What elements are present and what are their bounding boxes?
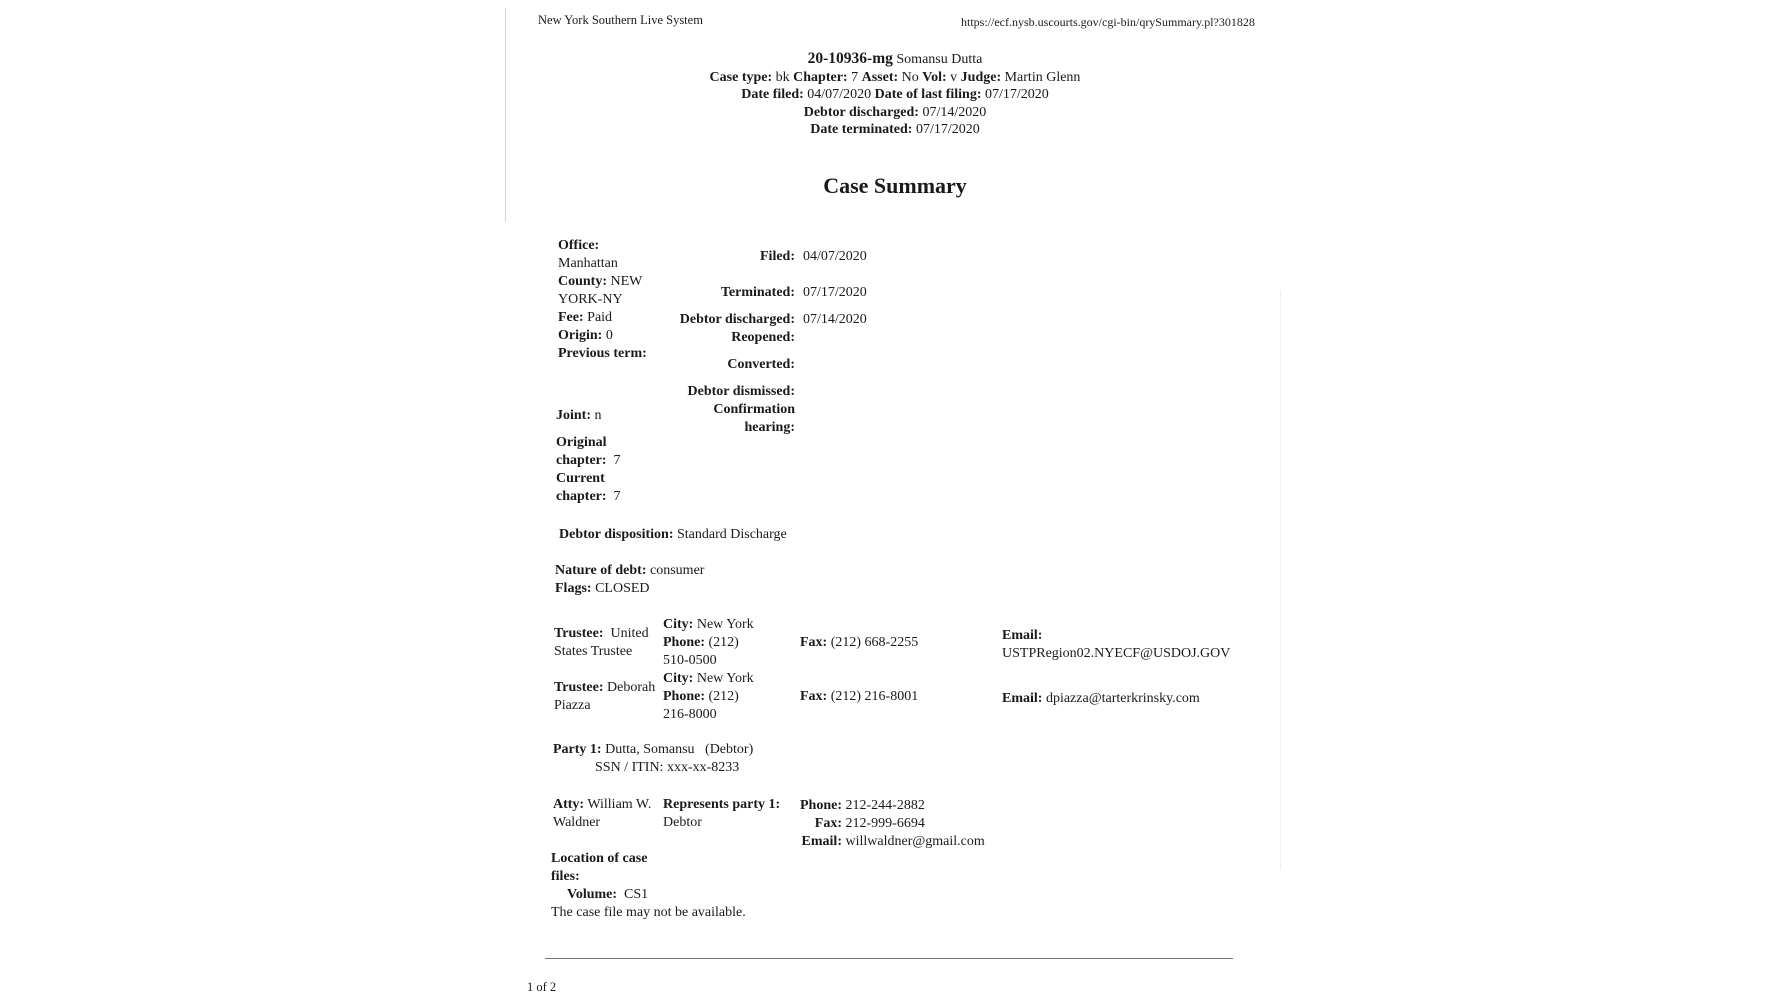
fee-label: Fee:	[558, 310, 584, 325]
office-label: Office:	[558, 238, 600, 253]
fax-label: Fax:	[800, 635, 828, 650]
email-label: Email:	[1002, 628, 1043, 643]
fax-label: Fax:	[800, 689, 828, 704]
email-value[interactable]: dpiazza@tarterkrinsky.com	[1045, 691, 1200, 706]
footer-divider	[545, 958, 1233, 959]
trustee-2-name	[554, 679, 655, 715]
flags-value: CLOSED	[595, 581, 650, 596]
represents-label: Represents party 1:	[663, 797, 781, 812]
discharged-label: Debtor discharged:	[803, 104, 919, 120]
joint-field	[556, 407, 602, 425]
original-chapter-label: Original	[556, 435, 607, 450]
case-number: 20-10936-mg	[807, 50, 893, 67]
party-field	[553, 741, 753, 777]
phone-value-cont: 510-0500	[663, 653, 717, 668]
location-note: The case file may not be available.	[551, 905, 746, 920]
atty-phone-value: 212-244-2882	[845, 798, 925, 813]
attorney-name	[553, 796, 651, 832]
page-title: Case Summary	[823, 173, 967, 198]
nature-label: Nature of debt:	[555, 563, 647, 578]
city-label: City:	[663, 671, 694, 686]
county-value-cont: YORK-NY	[558, 292, 623, 307]
asset-value: No	[901, 69, 919, 85]
case-type-label: Case type:	[709, 69, 773, 85]
location-field	[551, 850, 746, 922]
asset-label: Asset:	[861, 69, 899, 85]
atty-phone-label: Phone:	[800, 798, 842, 813]
trustee-1-name	[554, 625, 649, 661]
volume-label: Volume:	[567, 887, 618, 902]
confirmation-label	[645, 401, 795, 437]
atty-name: William W.	[587, 797, 652, 812]
terminated-label: Date terminated:	[810, 122, 913, 137]
attorney-represents	[663, 796, 780, 832]
location-label: Location of case	[551, 851, 648, 866]
mid-discharged-value: 07/14/2020	[803, 312, 867, 327]
case-header	[645, 50, 1145, 139]
joint-label: Joint:	[556, 408, 591, 423]
reopened-label: Reopened:	[731, 330, 795, 345]
city-label: City:	[663, 617, 694, 632]
discharged-value: 07/14/2020	[922, 104, 987, 120]
chapter-label: Chapter:	[793, 69, 848, 85]
trustee-label: Trustee:	[554, 626, 604, 641]
dismissed-label: Debtor dismissed:	[687, 384, 795, 399]
phone-label: Phone:	[663, 635, 705, 650]
previous-term-label: Previous term:	[558, 346, 647, 361]
atty-email-value[interactable]: willwaldner@gmail.com	[845, 834, 985, 849]
city-value: New York	[696, 671, 754, 686]
atty-name-cont: Waldner	[553, 815, 601, 830]
original-chapter-value: 7	[613, 453, 621, 468]
trustee-2-contact	[663, 670, 754, 724]
phone-value: (212)	[708, 689, 739, 704]
original-chapter-label-cont: chapter:	[556, 453, 607, 468]
confirmation-label-line1: Confirmation	[713, 402, 795, 417]
last-filing-value: 07/17/2020	[985, 87, 1049, 102]
email-value[interactable]: USTPRegion02.NYECF@USDOJ.GOV	[1002, 646, 1231, 661]
current-chapter-value: 7	[613, 489, 621, 504]
trustee-label: Trustee:	[554, 680, 604, 695]
party-ssn: SSN / ITIN: xxx-xx-8233	[595, 760, 740, 775]
date-filed-label: Date filed:	[741, 87, 804, 102]
scan-edge-line	[505, 8, 506, 222]
origin-value: 0	[605, 328, 613, 343]
atty-label: Atty:	[553, 797, 585, 812]
mid-terminated-value: 07/17/2020	[803, 285, 867, 300]
vol-label: Vol:	[922, 69, 947, 85]
terminated-value: 07/17/2020	[915, 122, 980, 137]
judge-label: Judge:	[960, 69, 1002, 85]
fax-value: (212) 216-8001	[830, 689, 919, 704]
city-value: New York	[696, 617, 754, 632]
system-name: New York Southern Live System	[538, 13, 703, 27]
trustee-2-fax	[800, 688, 918, 706]
confirmation-label-line2: hearing:	[744, 420, 795, 435]
flags-label: Flags:	[555, 581, 592, 596]
fee-value: Paid	[587, 310, 613, 325]
nature-field	[555, 562, 704, 598]
origin-label: Origin:	[558, 328, 603, 343]
trustee-1-email	[1002, 627, 1230, 663]
judge-value: Martin Glenn	[1004, 69, 1081, 85]
page-number: 1 of 2	[527, 980, 557, 994]
last-filing-label: Date of last filing:	[874, 87, 982, 102]
case-type-value: bk	[775, 69, 790, 85]
filed-label: Filed:	[760, 249, 795, 264]
phone-value-cont: 216-8000	[663, 707, 717, 722]
mid-discharged-label: Debtor discharged:	[679, 312, 795, 327]
atty-fax-label: Fax:	[814, 816, 842, 831]
phone-label: Phone:	[663, 689, 705, 704]
atty-email-label: Email:	[801, 834, 842, 849]
date-filed-value: 04/07/2020	[807, 87, 872, 102]
office-field	[558, 237, 647, 363]
trustee-name: Deborah	[607, 680, 656, 695]
joint-value: n	[594, 408, 602, 423]
nature-value: consumer	[650, 563, 705, 578]
represents-value: Debtor	[663, 815, 702, 830]
current-chapter-label-cont: chapter:	[556, 489, 607, 504]
trustee-name-cont: States Trustee	[554, 644, 633, 659]
chapter-value: 7	[851, 69, 859, 85]
vol-value: v	[950, 69, 958, 85]
chapter-fields	[556, 434, 621, 506]
scan-edge-line-right	[1280, 290, 1281, 870]
mid-terminated-label: Terminated:	[720, 285, 795, 300]
atty-fax-value: 212-999-6694	[845, 816, 925, 831]
party-label: Party 1:	[553, 742, 602, 757]
location-label-cont: files:	[551, 869, 580, 884]
fax-value: (212) 668-2255	[830, 635, 919, 650]
trustee-1-contact	[663, 616, 754, 670]
county-value: NEW	[610, 274, 643, 289]
party-name: Dutta, Somansu (Debtor)	[605, 742, 754, 757]
office-value: Manhattan	[558, 256, 618, 271]
current-chapter-label: Current	[556, 471, 605, 486]
disposition-value: Standard Discharge	[676, 527, 787, 542]
page-url[interactable]: https://ecf.nysb.uscourts.gov/cgi-bin/qrySummary.pl?301828	[961, 15, 1255, 29]
county-label: County:	[558, 274, 608, 289]
filed-value: 04/07/2020	[803, 249, 867, 264]
volume-value: CS1	[624, 887, 649, 902]
trustee-2-email	[1002, 690, 1200, 708]
debtor-name: Somansu Dutta	[896, 52, 983, 67]
attorney-contact	[790, 797, 985, 851]
trustee-name: United	[610, 626, 649, 641]
disposition-label: Debtor disposition:	[559, 527, 674, 542]
email-label: Email:	[1002, 691, 1043, 706]
converted-label: Converted:	[727, 357, 795, 372]
trustee-1-fax	[800, 634, 918, 652]
phone-value: (212)	[708, 635, 739, 650]
trustee-name-cont: Piazza	[554, 698, 591, 713]
disposition-field	[559, 526, 787, 544]
